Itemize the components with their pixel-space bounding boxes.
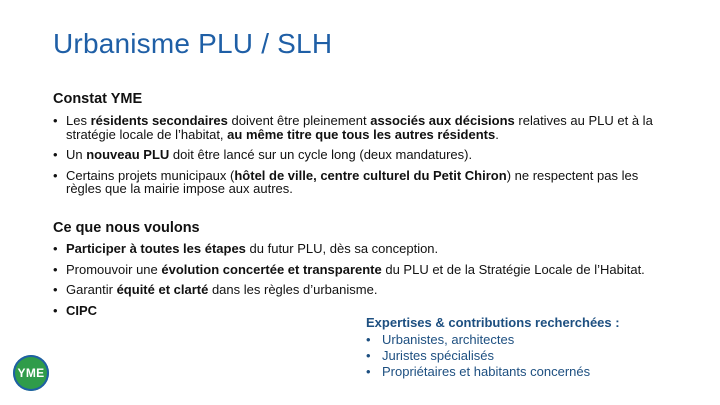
bullet-text-bold: Participer à toutes les étapes: [66, 241, 246, 256]
bullet-text-bold: évolution concertée et transparente: [161, 261, 382, 277]
yme-logo-icon: [13, 355, 49, 391]
bullet-text: .: [495, 126, 499, 142]
expertise-list: [366, 332, 696, 380]
bullet-text-bold: hôtel de ville, centre culturel du Petit Chiron: [234, 167, 507, 183]
objectifs-bullet-list: [53, 242, 653, 324]
bullet-item: [53, 148, 663, 162]
constat-bullet-list: [53, 114, 663, 203]
expertise-box: [366, 315, 696, 380]
bullet-item: [53, 169, 663, 196]
slide-title: Urbanisme PLU / SLH: [53, 28, 333, 59]
bullet-text: doivent être pleinement: [227, 113, 371, 128]
expertise-item: • Urbanistes, architectes: [366, 332, 696, 348]
bullet-text-bold: associés aux décisions: [370, 113, 515, 128]
expertise-title: Expertises & contributions recherchées :: [366, 315, 620, 330]
bullet-text: Les: [66, 113, 91, 128]
bullet-text-bold: résidents secondaires: [90, 113, 228, 128]
bullet-item: [53, 263, 653, 277]
bullet-text: du PLU et de la Stratégie Locale de l’Habitat.: [381, 261, 645, 277]
bullet-text-bold: équité et clarté: [116, 282, 209, 297]
bullet-text: ) ne respectent pas les règles que la mairie impose aux autres.: [66, 167, 639, 196]
bullet-item: [53, 242, 653, 256]
section-heading-constat: Constat YME: [53, 91, 143, 107]
expertise-item: • Propriétaires et habitants concernés: [366, 364, 696, 380]
bullet-text: doit être lancé sur un cycle long (deux mandatures).: [169, 147, 473, 162]
bullet-item: [53, 283, 653, 297]
bullet-item: [53, 114, 663, 141]
bullet-text: relatives au PLU et à la stratégie locale de l’habitat,: [66, 113, 653, 142]
bullet-text-bold: CIPC: [66, 302, 98, 318]
bullet-text-bold: au même titre que tous les autres résidents: [227, 126, 496, 142]
bullet-text: du futur PLU, dès sa conception.: [245, 241, 439, 256]
bullet-text: dans les règles d’urbanisme.: [208, 282, 378, 297]
expertise-item: • Juristes spécialisés: [366, 348, 696, 364]
bullet-text: Un: [66, 147, 87, 162]
bullet-text: Certains projets municipaux (: [66, 167, 235, 183]
section-heading-objectifs: Ce que nous voulons: [53, 220, 200, 236]
bullet-text: Garantir: [66, 282, 117, 297]
bullet-text-bold: nouveau PLU: [86, 147, 170, 162]
logo-text: YME: [17, 366, 45, 380]
bullet-text: Promouvoir une: [66, 261, 162, 277]
